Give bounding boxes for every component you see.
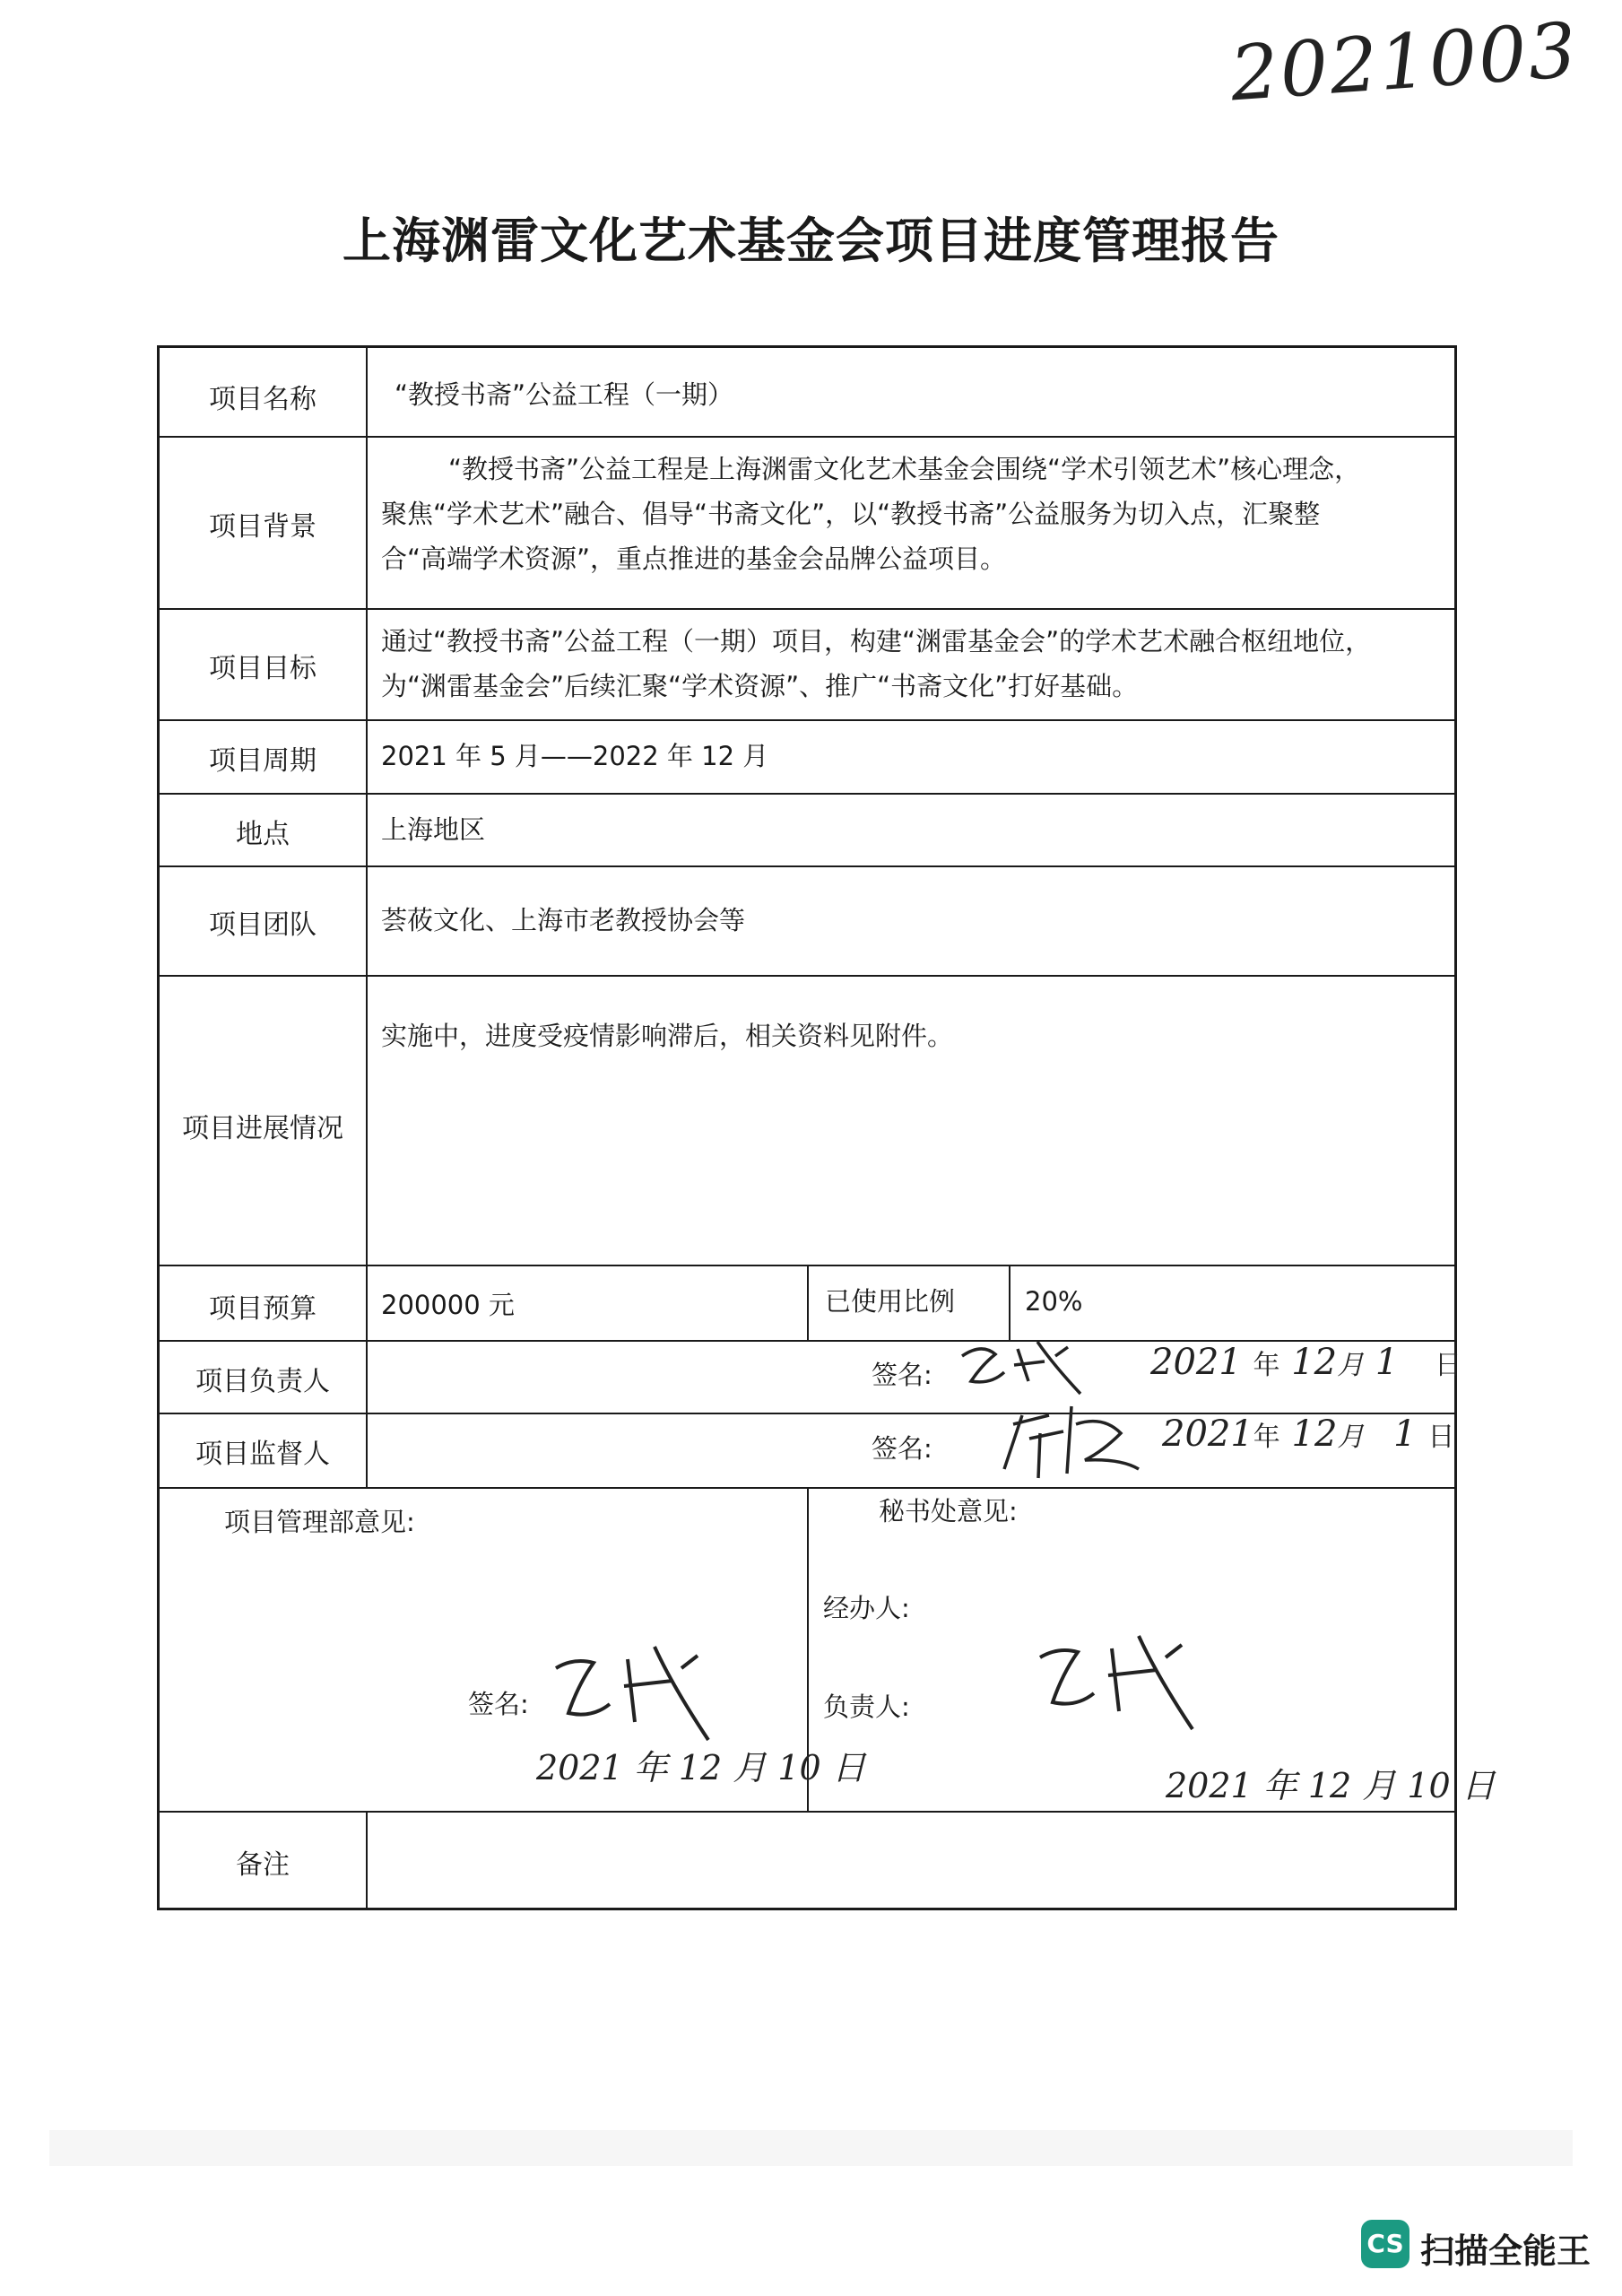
background-line: “教授书斋”公益工程是上海渊雷文化艺术基金会围绕“学术引领艺术”核心理念， (448, 454, 1361, 484)
location-value: 上海地区 (381, 814, 486, 845)
leader-date-nian: 年 (1253, 1350, 1280, 1381)
leader-date-year: 2021 (1150, 1342, 1242, 1383)
supervisor-date-year: 2021 (1162, 1413, 1253, 1455)
document-number: 2021003 (1227, 5, 1582, 118)
goal-line: 通过“教授书斋”公益工程（一期）项目，构建“渊雷基金会”的学术艺术融合枢纽地位， (381, 626, 1372, 657)
handler-label: 经办人: (823, 1593, 910, 1623)
project-progress-value: 实施中，进度受疫情影响滞后，相关资料见附件。 (381, 1021, 954, 1051)
leader-sign-label: 签名: (872, 1360, 932, 1390)
project-budget-label: 项目预算 (209, 1293, 317, 1325)
page-title: 上海渊雷文化艺术基金会项目进度管理报告 (343, 213, 1279, 269)
supervisor-date-yue: 月 (1337, 1422, 1365, 1453)
supervisor-signature (986, 1388, 1148, 1492)
usage-ratio-label: 已使用比例 (825, 1286, 956, 1317)
supervisor-sign-label: 签名: (872, 1433, 932, 1464)
background-line: 合“高端学术资源”，重点推进的基金会品牌公益项目。 (381, 544, 1007, 574)
management-sign-label: 签名: (468, 1689, 529, 1719)
leader-date-yue: 月 (1337, 1350, 1365, 1381)
project-period-label: 项目周期 (209, 745, 317, 777)
supervisor-date-month: 12 (1291, 1413, 1338, 1455)
project-leader-label: 项目负责人 (195, 1366, 330, 1397)
leader-date-day: 1 (1375, 1342, 1399, 1383)
goal-line: 为“渊雷基金会”后续汇聚“学术资源”、推广“书斋文化”打好基础。 (381, 671, 1139, 701)
secretariat-signature (1022, 1622, 1201, 1738)
project-period-value: 2021 年 5 月——2022 年 12 月 (381, 741, 769, 771)
project-goal-label: 项目目标 (209, 653, 317, 684)
camscanner-logo: CS (1361, 2220, 1409, 2268)
location-label: 地点 (236, 819, 290, 850)
project-progress-label: 项目进展情况 (182, 1113, 343, 1144)
scan-shadow (49, 2130, 1573, 2166)
supervisor-date-day: 1 (1393, 1413, 1417, 1455)
project-team-label: 项目团队 (209, 909, 317, 941)
usage-ratio-value: 20% (1025, 1286, 1083, 1317)
project-name-value: “教授书斋”公益工程（一期） (395, 379, 734, 410)
leader-date-ri: 日 (1435, 1350, 1462, 1381)
remarks-label: 备注 (236, 1849, 290, 1881)
management-date: 2021 年 12 月 10 日 (536, 1748, 866, 1787)
leader-date-month: 12 (1291, 1342, 1338, 1383)
project-budget-value: 200000 元 (381, 1290, 515, 1320)
supervisor-date-ri: 日 (1427, 1422, 1455, 1453)
leader-date (1150, 1342, 1462, 1383)
secretariat-date: 2021 年 12 月 10 日 (1166, 1766, 1496, 1805)
project-team-value: 荟莜文化、上海市老教授协会等 (381, 905, 746, 935)
background-line: 聚焦“学术艺术”融合、倡导“书斋文化”，以“教授书斋”公益服务为切入点，汇聚整 (381, 499, 1321, 529)
project-name-label: 项目名称 (209, 384, 317, 415)
supervisor-date (1162, 1413, 1454, 1455)
management-opinion-label: 项目管理部意见: (224, 1507, 415, 1537)
project-background-label: 项目背景 (209, 511, 317, 543)
camscanner-watermark: 扫描全能王 (1420, 2231, 1592, 2271)
responsible-label: 负责人: (823, 1692, 910, 1722)
management-signature (538, 1632, 717, 1749)
supervisor-date-nian: 年 (1253, 1422, 1280, 1453)
secretariat-opinion-label: 秘书处意见: (879, 1496, 1018, 1526)
project-supervisor-label: 项目监督人 (195, 1439, 330, 1470)
